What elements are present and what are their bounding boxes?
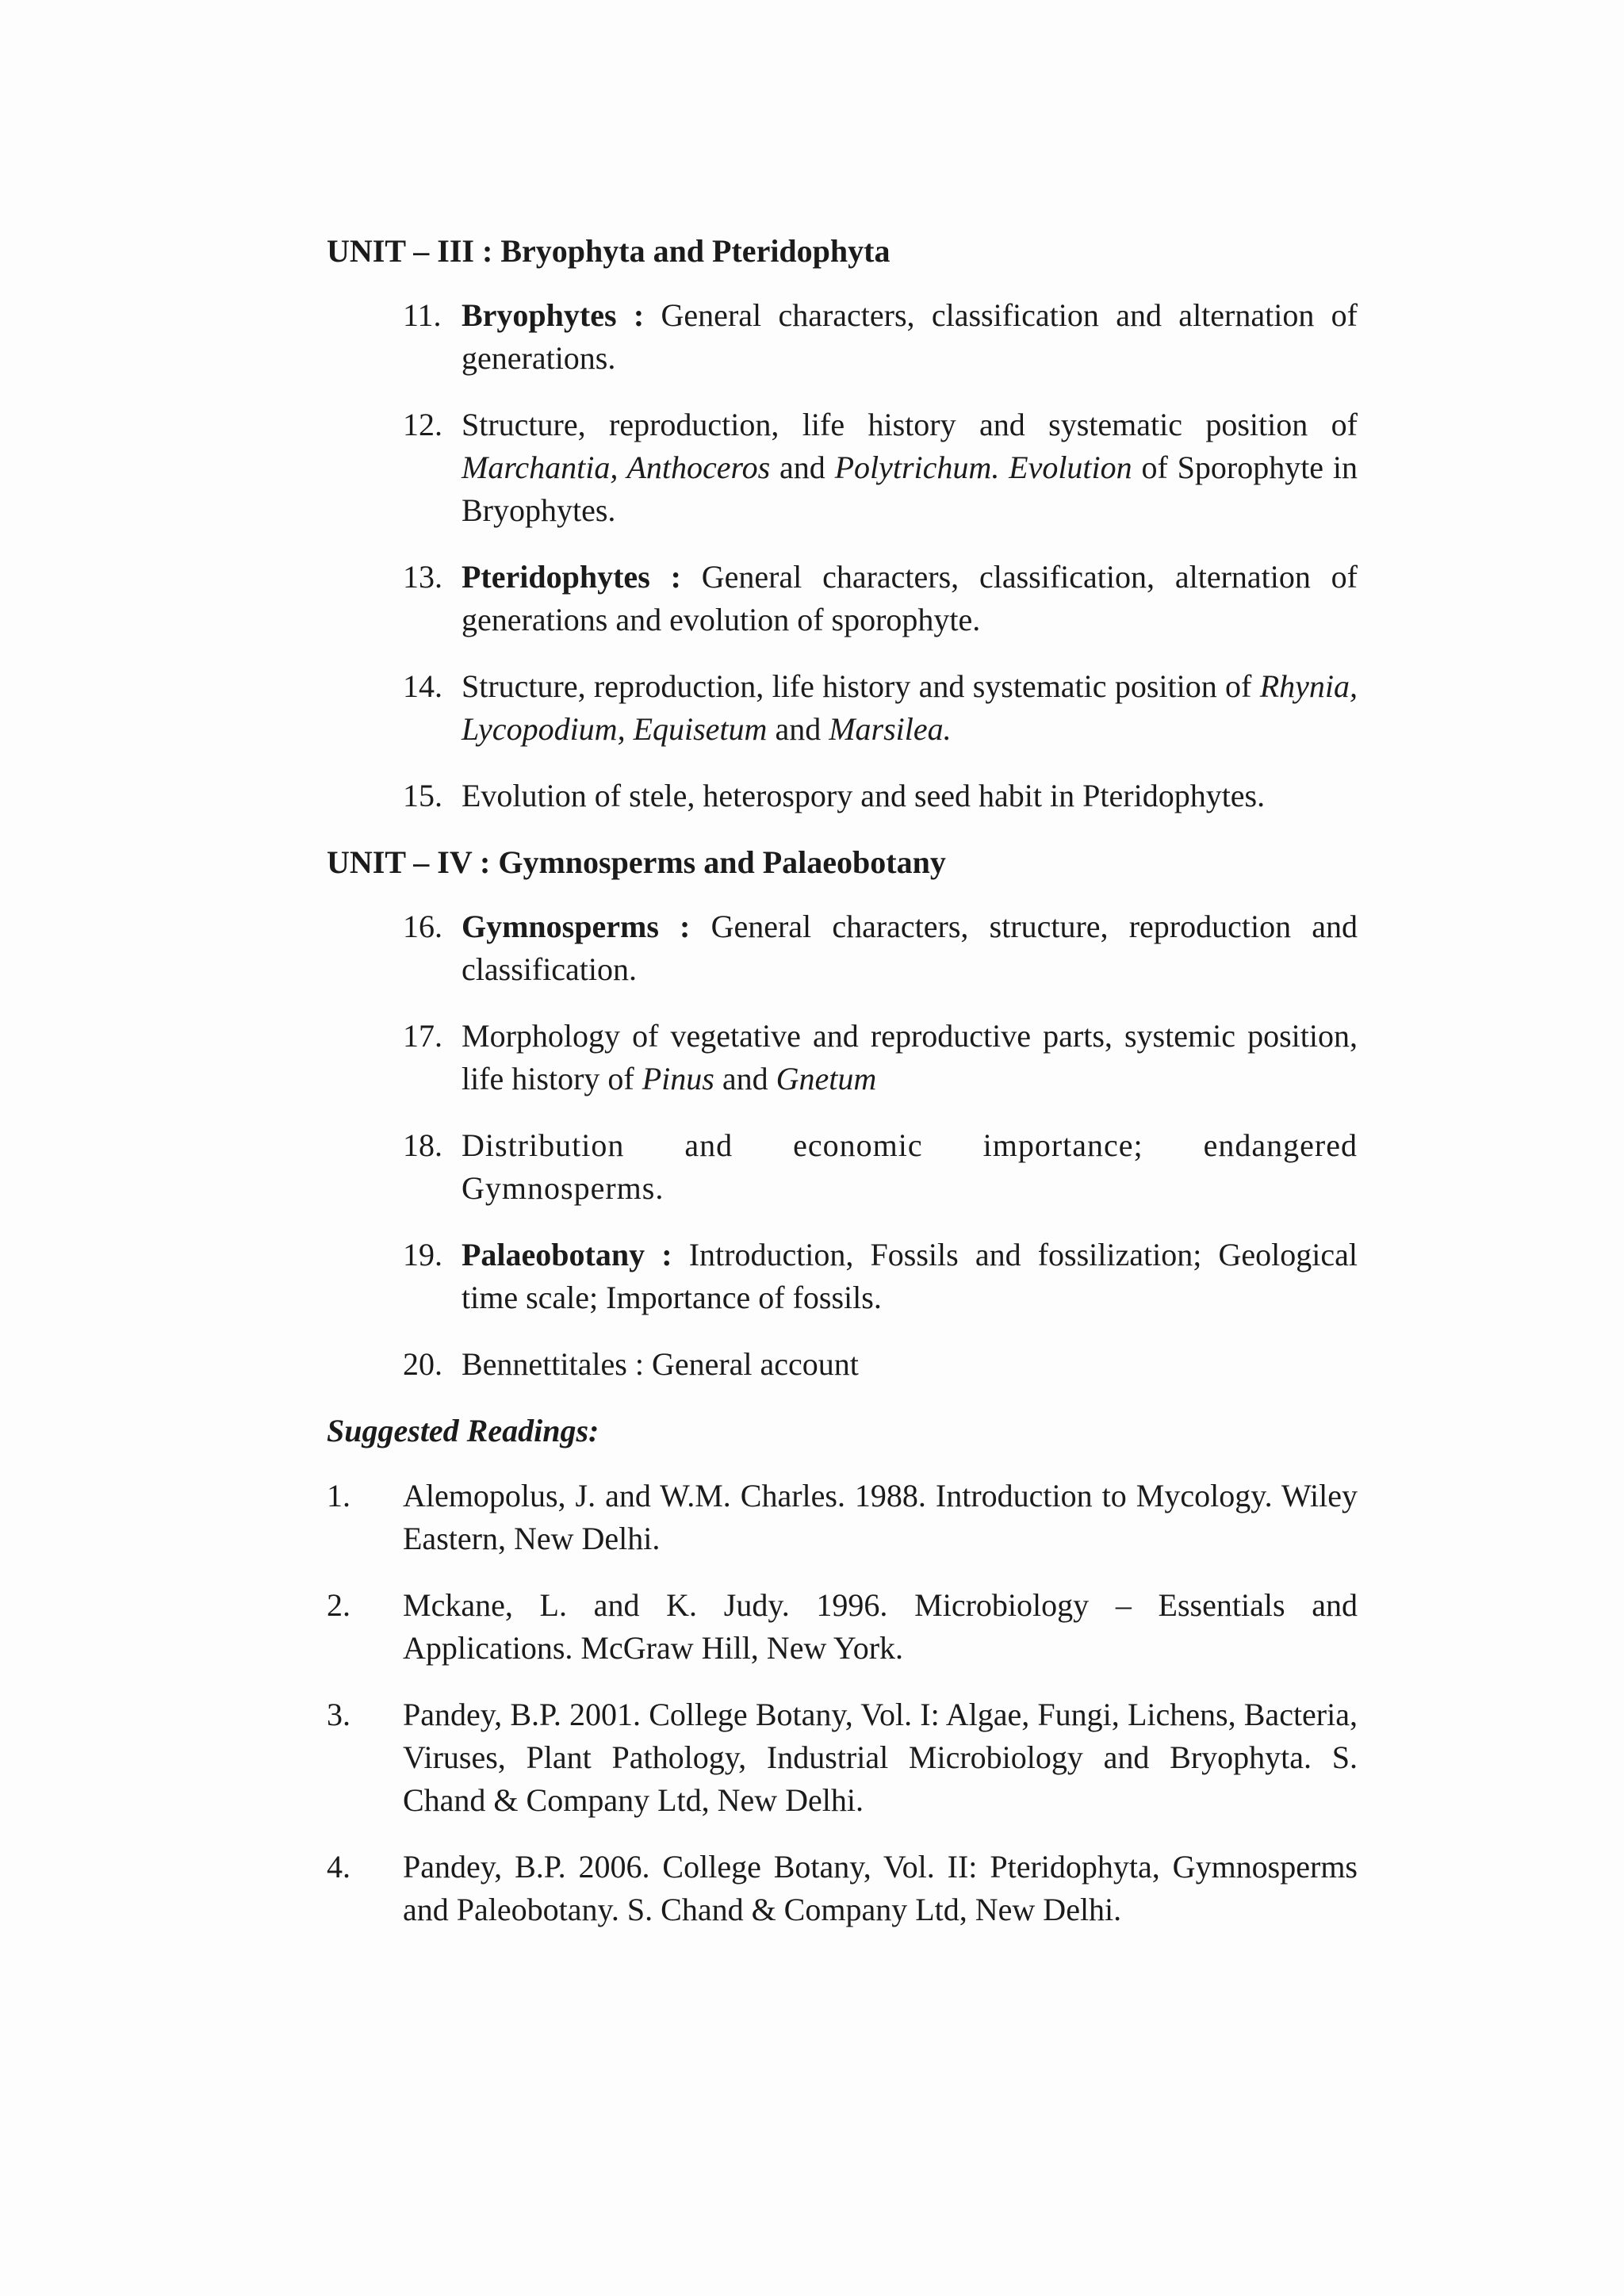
item-text: Bennettitales : General account [462,1346,859,1382]
syllabus-item-18 [327,1124,1358,1210]
syllabus-item-19 [327,1234,1358,1319]
item-number: 17. [403,1018,442,1054]
item-number: 15. [403,778,442,813]
item-italic-term: Polytrichum. Evolution [834,450,1132,485]
reading-item-3 [327,1693,1358,1822]
item-text: Evolution of stele, heterospory and seed habit in Pteridophytes. [462,778,1266,813]
item-text: of Sporophyte in Bryophytes. [462,450,1358,528]
item-text: and [714,1061,776,1096]
item-number: 14. [403,668,442,704]
reading-number: 2. [327,1587,350,1623]
item-text: General characters, structure, reproduction and classification. [462,909,1358,987]
syllabus-item-16 [327,905,1358,991]
item-italic-term: Marsilea. [829,711,952,747]
item-number: 12. [403,407,442,442]
syllabus-content [327,230,1358,1955]
item-italic-term: Pinus [642,1061,714,1096]
item-number: 19. [403,1237,442,1272]
item-number: 18. [403,1127,442,1163]
item-text: and [770,450,835,485]
item-text: Structure, reproduction, life history and systematic position of [462,407,1358,442]
item-number: 11. [403,297,442,333]
item-text: General characters, classification and alternation of generations. [462,297,1358,376]
item-number: 20. [403,1346,442,1382]
item-bold-term: Gymnosperms : [462,909,691,944]
reading-number: 3. [327,1697,350,1732]
syllabus-item-14 [327,665,1358,751]
item-number: 13. [403,559,442,595]
syllabus-item-13 [327,556,1358,641]
reading-text: Pandey, B.P. 2006. College Botany, Vol. II: Pteridophyta, Gymnosperms and Paleobotany. S. Chand & Company Ltd, New Delhi. [403,1849,1358,1927]
syllabus-item-12 [327,404,1358,532]
item-text: General characters, classification, alternation of generations and evolution of sporophyte. [462,559,1358,637]
item-italic-term: Marchantia, Anthoceros [462,450,771,485]
suggested-readings-heading: Suggested Readings: [327,1413,599,1448]
reading-item-1 [327,1475,1358,1560]
reading-number: 1. [327,1478,350,1513]
unit-3-heading: UNIT – III : Bryophyta and Pteridophyta [327,233,891,269]
item-italic-term: Gnetum [776,1061,877,1096]
item-text: Distribution and economic importance; endangered Gymnosperms. [462,1127,1358,1206]
item-text: Introduction, Fossils and fossilization; Geological time scale; Importance of fossils. [462,1237,1358,1315]
reading-text: Mckane, L. and K. Judy. 1996. Microbiology – Essentials and Applications. McGraw Hill, New York. [403,1587,1358,1666]
reading-number: 4. [327,1849,350,1885]
reading-text: Alemopolus, J. and W.M. Charles. 1988. Introduction to Mycology. Wiley Eastern, New Delhi. [403,1478,1358,1556]
syllabus-item-20 [327,1343,1358,1386]
item-number: 16. [403,909,442,944]
item-text: Morphology of vegetative and reproductive parts, systemic position, life history of [462,1018,1358,1096]
reading-item-4 [327,1846,1358,1931]
syllabus-item-15 [327,775,1358,817]
item-bold-term: Palaeobotany : [462,1237,672,1272]
reading-item-2 [327,1584,1358,1670]
syllabus-item-11 [327,294,1358,380]
unit-4-heading: UNIT – IV : Gymnosperms and Palaeobotany [327,844,946,880]
item-text: and [767,711,829,747]
item-bold-term: Bryophytes : [462,297,645,333]
reading-text: Pandey, B.P. 2001. College Botany, Vol. I: Algae, Fungi, Lichens, Bacteria, Viruses, Plant Pathology, Industrial Microbiology and Bryophyta. S. Chand & Company Ltd, New Delhi. [403,1697,1358,1818]
item-text: Structure, reproduction, life history and systematic position of [462,668,1260,704]
item-italic-term: Rhynia, Lycopodium, Equisetum [462,668,1358,747]
item-bold-term: Pteridophytes : [462,559,681,595]
syllabus-item-17 [327,1015,1358,1100]
